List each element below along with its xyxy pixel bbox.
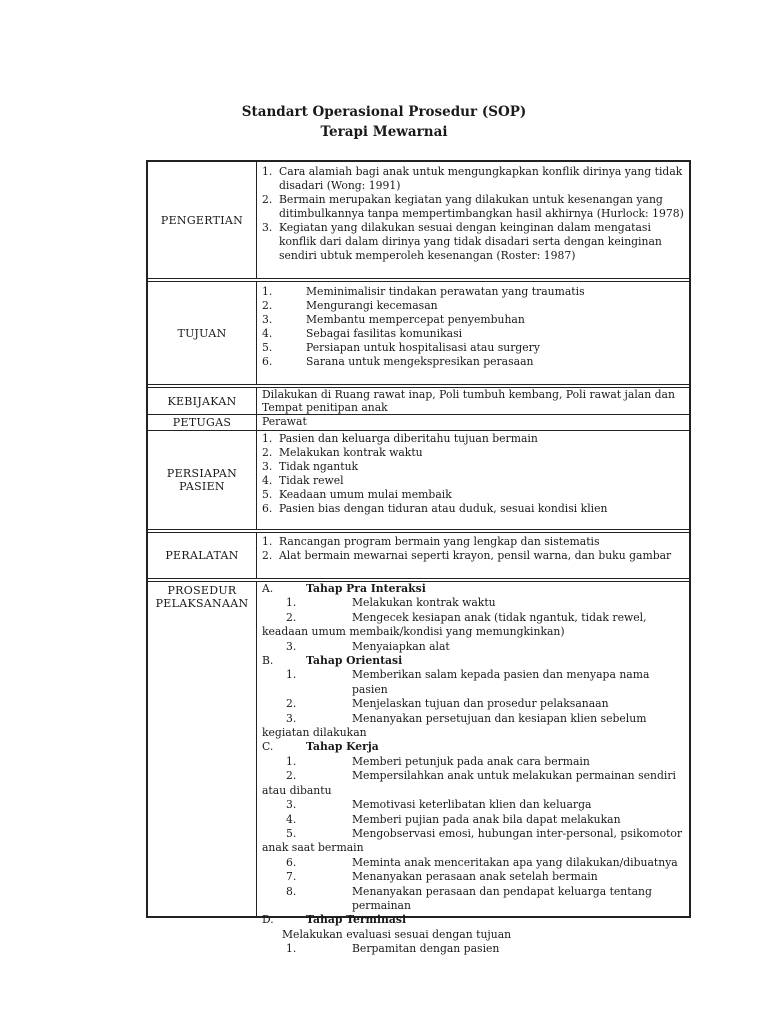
phase-heading [262,740,685,754]
item-text: Kegiatan yang dilakukan sesuai dengan keinginan dalam mengatasi konflik dari dalam dirinya yang tidak disadari serta dengan keinginan sendiri ubtuk memperoleh kesenangan (Roster: 1987) [279,221,662,262]
item-text: Menanyakan perasaan anak setelah bermain [352,870,598,884]
item-text: Persiapan untuk hospitalisasi atau surgery [306,341,540,354]
item-text: Mengecek kesiapan anak (tidak ngantuk, tidak rewel, keadaan umum membaik/kondisi yang memungkinkan) [262,610,647,639]
item-number: 1. [286,754,297,768]
list-item [262,596,685,610]
item-text: Meminta anak menceritakan apa yang dilakukan/dibuatnya [352,855,678,869]
item-number: 5. [286,826,297,840]
phase-heading [262,582,685,596]
item-text: Rancangan program bermain yang lengkap dan sistematis [279,535,600,548]
item-number: 2. [262,446,273,459]
item-number: 7. [286,870,297,884]
item-text: Keadaan umum mulai membaik [279,488,452,501]
label-line: PASIEN [179,480,225,493]
item-text: Mengobservasi emosi, hubungan inter-personal, psikomotor anak saat bermain [262,826,683,855]
content-peralatan [258,533,689,578]
list-item [262,549,685,563]
item-number: 1. [286,596,297,610]
list-item [262,285,685,299]
list-item [262,313,685,327]
label-line: PELAKSANAAN [155,597,249,610]
item-number: 1. [262,285,273,298]
row-peralatan [148,533,689,578]
list-item [262,870,685,884]
label-tujuan: TUJUAN [148,282,257,384]
phase-letter: A. [262,582,274,595]
item-number: 5. [262,488,273,501]
list-item [262,856,685,870]
list-item [262,769,685,798]
item-text: Memberi petunjuk pada anak cara bermain [352,754,590,768]
list-item [262,827,685,856]
item-text: Alat bermain mewarnai seperti krayon, pensil warna, dan buku gambar [279,549,672,562]
list-item [262,813,685,827]
list-item [262,488,685,502]
item-text: Meminimalisir tindakan perawatan yang traumatis [306,285,585,298]
item-number: 3. [286,639,297,653]
item-text: Sebagai fasilitas komunikasi [306,327,463,340]
list-item [262,798,685,812]
item-text: Membantu mempercepat penyembuhan [306,313,525,326]
label-prosedur-pelaksanaan [148,582,257,916]
item-number: 4. [262,474,273,487]
item-number: 2. [262,549,273,562]
item-number: 1. [262,432,273,445]
content-petugas: Perawat [262,415,307,428]
item-number: 1. [262,535,273,548]
item-text: Melakukan kontrak waktu [352,596,496,610]
phase-title: Tahap Orientasi [306,654,403,668]
item-number: 3. [262,460,273,473]
row-divider [148,384,689,385]
item-number: 6. [286,855,297,869]
item-text: Melakukan kontrak waktu [279,446,423,459]
label-petugas: PETUGAS [148,415,257,430]
item-number: 8. [286,884,297,898]
item-number: 5. [262,341,273,354]
phase-title: Tahap Pra Interaksi [306,582,426,595]
item-text: Berpamitan dengan pasien [352,942,500,956]
list-item [262,341,685,355]
item-text: Tidak ngantuk [279,460,359,473]
item-number: 4. [262,327,273,340]
list-item [262,611,685,640]
row-tujuan [148,282,689,384]
label-kebijakan: KEBIJAKAN [148,388,257,414]
item-number: 1. [262,165,273,178]
label-line: PERSIAPAN [166,467,238,480]
phase-intro: Melakukan evaluasi sesuai dengan tujuan [282,927,512,941]
item-number: 6. [262,502,273,515]
list-item [262,299,685,313]
item-number: 2. [286,610,297,624]
list-item [262,193,685,221]
list-item [262,712,685,741]
list-item [262,460,685,474]
list-item [262,165,685,193]
row-divider [148,529,689,530]
item-number: 3. [262,221,273,234]
item-text: Menjelaskan tujuan dan prosedur pelaksanaan [352,697,609,711]
item-text: Mengurangi kecemasan [306,299,438,312]
phase-letter: C. [262,740,274,754]
list-item [262,535,685,549]
item-number: 3. [286,798,297,812]
item-number: 2. [262,299,273,312]
row-divider [148,578,689,579]
item-number: 1. [286,668,297,682]
item-number: 2. [286,697,297,711]
item-text: Tidak rewel [279,474,344,487]
item-text: Menanyakan perasaan dan pendapat keluarga tentang permainan [352,884,652,912]
item-text: Memotivasi keterlibatan klien dan keluarga [352,798,592,812]
item-number: 4. [286,812,297,826]
item-text: Menanyakan persetujuan dan kesiapan klien sebelum kegiatan dilakukan [262,711,647,740]
list-item [262,885,685,914]
list-item [262,668,685,697]
list-item [262,640,685,654]
list-item [262,474,685,488]
row-pengertian [148,162,689,278]
item-text: Bermain merupakan kegiatan yang dilakukan untuk kesenangan yang ditimbulkannya tanpa mempertimbangkan hasil akhirnya (Hurlock: 1978) [279,193,684,220]
label-persiapan-pasien [148,431,257,529]
content-kebijakan: Dilakukan di Ruang rawat inap, Poli tumbuh kembang, Poli rawat jalan dan Tempat penitipan anak [262,388,675,414]
content-prosedur-pelaksanaan [258,582,689,956]
content-persiapan-pasien [258,431,689,529]
phase-letter: D. [262,913,274,927]
row-petugas [148,415,689,430]
phase-title: Tahap Terminasi [306,913,407,927]
sop-table [146,160,691,956]
list-item [262,697,685,711]
item-text: Memberikan salam kepada pasien dan menyapa nama pasien [352,668,650,696]
item-text: Pasien bias dengan tiduran atau duduk, sesuai kondisi klien [279,502,608,515]
item-text: Pasien dan keluarga diberitahu tujuan bermain [279,432,538,445]
list-item [262,355,685,369]
row-divider [148,278,689,279]
phase-letter: B. [262,654,274,668]
item-number: 6. [262,355,273,368]
phase-heading [262,913,685,927]
item-number: 2. [286,769,297,783]
item-text: Sarana untuk mengekspresikan perasaan [306,355,534,368]
phase-title: Tahap Kerja [306,740,379,754]
list-item [262,755,685,769]
list-item [262,327,685,341]
item-text: Cara alamiah bagi anak untuk mengungkapkan konflik dirinya yang tidak disadari (Wong: 1991) [279,165,683,192]
label-peralatan: PERALATAN [148,533,257,578]
list-item [262,432,685,446]
item-number: 2. [262,193,273,206]
item-text: Mempersilahkan anak untuk melakukan permainan sendiri atau dibantu [262,769,676,797]
item-text: Memberi pujian pada anak bila dapat melakukan [352,812,621,826]
phase-heading [262,654,685,668]
list-item [262,502,685,516]
item-number: 3. [262,313,273,326]
item-number: 1. [286,942,297,956]
document-subtitle: Terapi Mewarnai [320,124,448,140]
list-item [262,446,685,460]
item-text: Menyaiapkan alat [352,639,450,653]
label-pengertian: PENGERTIAN [148,162,257,278]
row-kebijakan [148,388,689,414]
list-item [262,942,685,956]
label-line: PROSEDUR [167,584,237,597]
document-title: Standart Operasional Prosedur (SOP) [241,104,527,120]
content-pengertian [258,162,689,278]
item-number: 3. [286,711,297,725]
row-persiapan-pasien [148,431,689,529]
list-item [262,221,685,263]
content-tujuan [258,282,689,384]
row-prosedur-pelaksanaan [148,582,689,956]
